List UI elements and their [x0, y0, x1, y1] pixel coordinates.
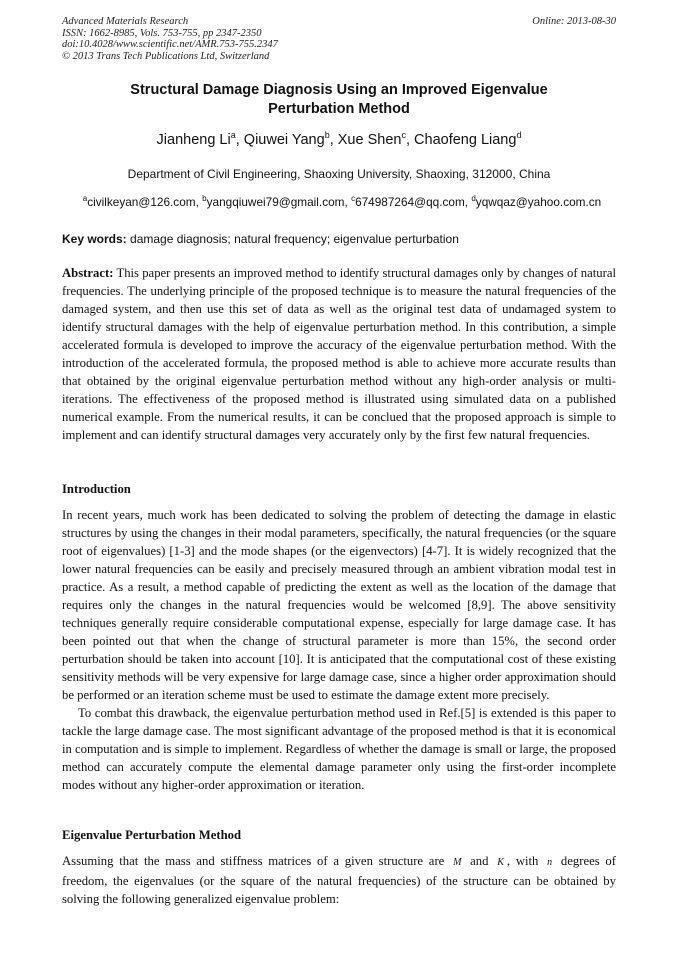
math-symbol-n: n [547, 857, 553, 868]
paper-title [62, 81, 616, 119]
email[interactable]: $^d$yqwqaz@yahoo.com.cn [471, 194, 602, 209]
email[interactable]: $^a$civilkeyan@126.com [82, 194, 196, 209]
author-emails: $^a$civilkeyan@126.com, $^b$yangqiuwei79@gmail.com, $^c$674987264@qq.com, $^d$yqwqaz@yahoo.com.cn [82, 194, 602, 209]
author: Chaofeng Liang$^d$ [414, 130, 522, 148]
affiliation: Department of Civil Engineering, Shaoxing University, Shaoxing, 312000, China [127, 167, 551, 181]
journal-name: Advanced Materials Research [62, 16, 189, 27]
math-symbol-M: M [453, 857, 462, 868]
paragraph: To combat this drawback, the eigenvalue perturbation method used in Ref.[5] is extended is this paper to tackle the large damage case. The most significant advantage of the proposed method is that it is economical in computation and is simple to implement. Regardless of whether the damage is small or large, the proposed method can accurately compute the elemental damage parameter only using the first-order incomplete modes without any higher-order approximation or iteration. [62, 706, 617, 792]
paragraph: In recent years, much work has been dedicated to solving the problem of detecting the damage in elastic structures by using the changes in their modal parameters, specifically, the natural frequencies (or the square root of eigenvalues) [1-3] and the mode shapes (or the eigenvectors) [4-7]. It is widely recognized that the lower natural frequencies can be easily and precisely measured through an ambient vibration modal test in practice. As a result, a method capable of predicting the extent as well as the location of the damage that requires only the changes in the natural frequencies would be welcomed [8,9]. The above sensitivity techniques generally require considerable computational expense, especially for large damage case. It has been pointed out that when the change of structural parameter is more than 15%, the second order perturbation should be taken into account [10]. It is anticipated that the computational cost of these existing sensitivity methods will be very expensive for large damage case, since a higher order approximation should be performed or an iteration scheme must be used to estimate the damage extent more precisely. [62, 508, 616, 702]
issn-line: ISSN: 1662-8985, Vols. 753-755, pp 2347-2350 [62, 27, 262, 39]
section-heading-eigenvalue-perturbation: Eigenvalue Perturbation Method [62, 828, 242, 842]
title-line-2: Perturbation Method [268, 101, 410, 117]
author: Qiuwei Yang$^b$, [243, 130, 338, 148]
doi-line[interactable]: doi:10.4028/www.scientific.net/AMR.753-755.2347 [62, 39, 278, 50]
keywords-label: Key words: [62, 232, 127, 246]
keywords [62, 232, 616, 246]
keywords-text: damage diagnosis; natural frequency; eigenvalue perturbation [126, 232, 459, 246]
section-heading-introduction: Introduction [62, 482, 131, 496]
author: Jianheng Li$^a$, [156, 130, 244, 148]
title-line-1: Structural Damage Diagnosis Using an Improved Eigenvalue [130, 82, 548, 98]
abstract [62, 264, 616, 444]
email[interactable]: $^b$yangqiuwei79@gmail.com [202, 194, 345, 209]
abstract-text: This paper presents an improved method to identify structural damages only by changes of natural frequencies. The underlying principle of the proposed technique is to measure the natural frequencies of the damaged system, and then use this set of data as well as the original test data of undamaged system to identify structural damages with the help of eigenvalue perturbation method. In this contribution, a simple accelerated formula is developed to improve the accuracy of the eigenvalue perturbation method. With the introduction of the accelerated formula, the proposed method is able to achieve more accurate results than that obtained by the original eigenvalue perturbation method without any high-order analysis or multi-iterations. The effectiveness of the proposed method is illustrated using simulated data on a published numerical example. From the numerical results, it can be conclued that the proposed approach is simple to implement and can identify structural damages very accurately only by the first few natural frequencies. [62, 266, 616, 442]
abstract-label: Abstract: [62, 266, 114, 280]
author: Xue Shen$^c$, [337, 130, 415, 148]
journal-header [62, 16, 616, 62]
author-list [62, 130, 616, 148]
math-symbol-K: K [497, 857, 504, 868]
introduction-body [62, 506, 616, 794]
copyright-line: © 2013 Trans Tech Publications Ltd, Switzerland [62, 50, 270, 62]
email[interactable]: $^c$674987264@qq.com [351, 194, 465, 209]
eigenvalue-section-body: Assuming that the mass and stiffness matrices of a given structure are M and K , with n degrees of freedom, the eigenvalues (or the square of the natural frequencies) of the structure can be obtained by solving the following generalized eigenvalue problem: [62, 854, 616, 906]
online-date: Online: 2013-08-30 [532, 16, 616, 27]
